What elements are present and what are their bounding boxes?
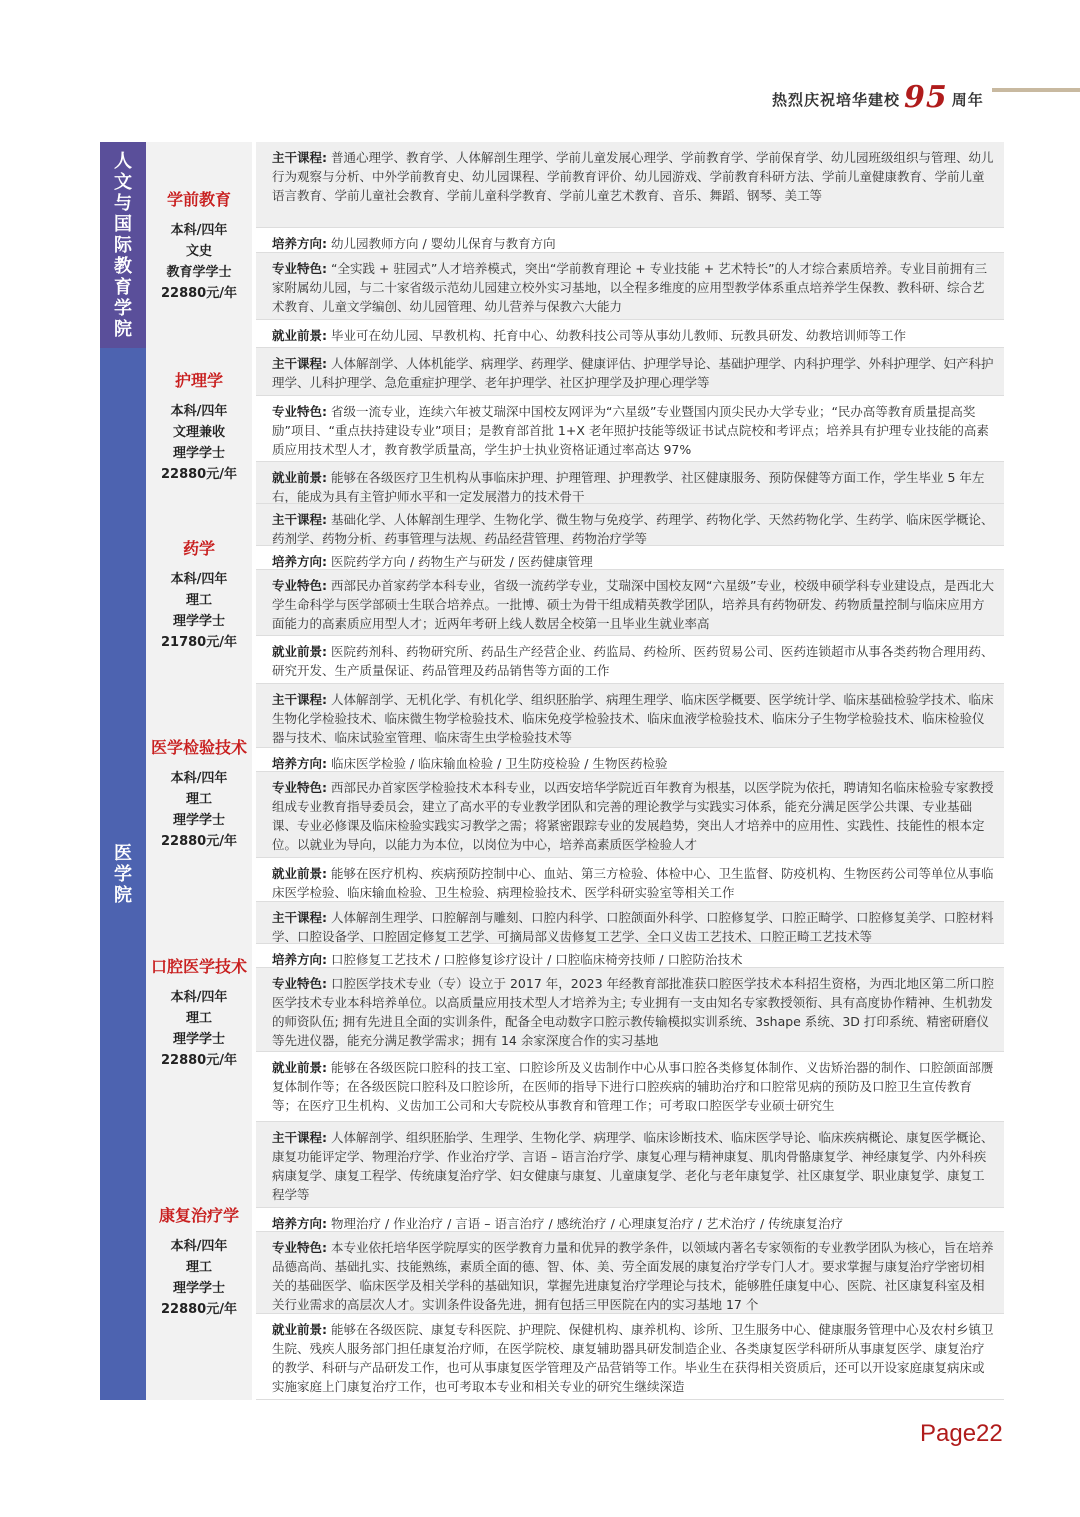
detail-text: 临床医学检验 / 临床输血检验 / 卫生防疫检验 / 生物医药检验: [330, 756, 668, 771]
detail-label: 就业前景:: [272, 1322, 327, 1337]
major-details: [256, 348, 1004, 504]
detail-label: 就业前景:: [272, 866, 327, 881]
detail-row: [256, 570, 1004, 636]
major-info-line: 本科/四年: [170, 222, 228, 238]
detail-row: [256, 1232, 1004, 1314]
page-header: [0, 72, 1080, 115]
major-cell: [146, 504, 252, 686]
anniversary-banner: [772, 78, 984, 113]
detail-row: [256, 748, 1004, 772]
header-decor-line: [992, 88, 1080, 92]
major-info-line: 理工: [185, 791, 212, 807]
major-info-line: 本科/四年: [170, 403, 228, 419]
detail-label: 专业特色:: [272, 261, 327, 276]
major-info-line: 理学学士: [172, 613, 225, 629]
detail-label: 主干课程:: [272, 150, 327, 165]
detail-row: [256, 504, 1004, 546]
banner-text-pre: 热烈庆祝培华建校: [772, 91, 901, 109]
detail-text: 能够在各级医院口腔科的技工室、口腔诊所及义齿制作中心从事口腔各类修复体制作、义齿矫治器的制作、口腔颌面部赝复体制作等；在各级医院口腔科及口腔诊所，在医师的指导下进行口腔疾病的辅助治疗和口腔常见病的预防及口腔卫生宣传教育等；在医疗卫生机构、义齿加工公司和大专院校从事教育和管理工作；可考取口腔医学专业硕士研究生: [272, 1060, 994, 1113]
detail-label: 主干课程:: [272, 692, 327, 707]
detail-label: 专业特色:: [272, 1240, 327, 1255]
major-info-line: 本科/四年: [170, 1238, 228, 1254]
detail-label: 培养方向:: [272, 756, 327, 771]
detail-text: 人体解剖学、人体机能学、病理学、药理学、健康评估、护理学导论、基础护理学、内科护理学、外科护理学、妇产科护理学、儿科护理学、急危重症护理学、老年护理学、社区护理学及护理心理学等: [272, 356, 994, 390]
major-name: 口腔医学技术: [150, 956, 247, 976]
major-info-line: 22880元/年: [161, 285, 237, 301]
detail-text: 医院药学方向 / 药物生产与研发 / 医药健康管理: [330, 554, 593, 569]
major-info-line: 本科/四年: [170, 989, 228, 1005]
detail-row: [256, 546, 1004, 570]
detail-row: [256, 684, 1004, 748]
major-cell: [146, 1122, 252, 1402]
detail-label: 主干课程:: [272, 1130, 327, 1145]
detail-text: 医院药剂科、药物研究所、药品生产经营企业、药监局、药检所、医药贸易公司、医药连锁超市从事各类药物合理用药、研究开发、生产质量保证、药品管理及药品销售等方面的工作: [272, 644, 994, 678]
detail-text: 能够在各级医院、康复专科医院、护理院、保健机构、康养机构、诊所、卫生服务中心、健康服务管理中心及农村乡镇卫生院、残疾人服务部门担任康复治疗师，在医学院校、康复辅助器具研发制造企业、各类康复医学科研所从事康复医学、康复治疗的教学、科研与产品研发工作，也可从事康复医学管理及产品营销等工作。毕业生在获得相关资质后，还可以开设家庭康复病床或实施家庭上门康复治疗工作，也可考取本专业和相关专业的研究生继续深造: [272, 1322, 994, 1394]
detail-row: [256, 902, 1004, 944]
major-details: [256, 1122, 1004, 1400]
page-number: Page22: [920, 1420, 1003, 1447]
detail-text: 人体解剖学、组织胚胎学、生理学、生物化学、病理学、临床诊断技术、临床医学导论、临床疾病概论、康复医学概论、康复功能评定学、物理治疗学、作业治疗学、言语 – 语言治疗学、康复心理与精神康复、肌肉骨骼康复学、神经康复学、内外科疾病康复学、康复工程学、传统康复治疗学、妇女健康与康复、儿童康复学、老化与老年康复学、社区康复学、职业康复学、康复工程学等: [272, 1130, 994, 1202]
detail-label: 主干课程:: [272, 512, 327, 527]
major-info: [161, 569, 237, 653]
major-info: [161, 987, 237, 1071]
major-info-line: 文理兼收: [172, 424, 225, 440]
major-info-line: 22880元/年: [161, 466, 237, 482]
detail-text: 口腔医学技术专业（专）设立于 2017 年，2023 年经教育部批准获口腔医学技术本科招生资格，为西北地区第二所口腔医学技术专业本科培养单位。以高质量应用技术型人才培养为主; 专业拥有一支由知名专家教授领衔、具有高度协作精神、生机勃发的师资队伍; 拥有先进且全面的实训条件，配备全电动数字口腔示教传输模拟实训系统、3shape 系统、3D 打印系统、精密研磨仪等先进仪器，能充分满足教学需求；拥有 14 余家深度合作的实习基地: [272, 976, 995, 1048]
major-details: [256, 504, 1004, 684]
major-details: [256, 142, 1004, 348]
detail-text: 能够在医疗机构、疾病预防控制中心、血站、第三方检验、体检中心、卫生监督、防疫机构、生物医药公司等单位从事临床医学检验、临床输血检验、卫生检验、病理检验技术、医学科研实验室等相关工作: [272, 866, 994, 900]
major-info-line: 22880元/年: [161, 1052, 237, 1068]
major-info-line: 本科/四年: [170, 770, 228, 786]
detail-row: [256, 1052, 1004, 1122]
major-info-line: 理学学士: [172, 812, 225, 828]
detail-text: 普通心理学、教育学、人体解剖生理学、学前儿童发展心理学、学前教育学、学前保育学、幼儿园班级组织与管理、幼儿行为观察与分析、中外学前教育史、幼儿园课程、学前教育评价、幼儿园游戏、学前教育科研方法、学前儿童健康教育、学前儿童语言教育、学前儿童社会教育、学前儿童科学教育、学前儿童艺术教育、音乐、舞蹈、钢琴、美工等: [272, 150, 994, 203]
detail-label: 培养方向:: [272, 236, 327, 251]
detail-row: [256, 320, 1004, 348]
detail-text: 能够在各级医疗卫生机构从事临床护理、护理管理、护理教学、社区健康服务、预防保健等方面工作，学生毕业 5 年左右，能成为具有主管护师水平和一定发展潜力的技术骨干: [272, 470, 985, 504]
detail-label: 专业特色:: [272, 404, 327, 419]
detail-label: 就业前景:: [272, 328, 327, 343]
major-info-line: 教育学学士: [166, 264, 232, 280]
detail-row: [256, 142, 1004, 228]
major-cell: [146, 142, 252, 350]
detail-row: [256, 636, 1004, 684]
detail-label: 专业特色:: [272, 578, 327, 593]
detail-text: 幼儿园教师方向 / 婴幼儿保育与教育方向: [330, 236, 556, 251]
detail-label: 主干课程:: [272, 910, 327, 925]
major-info-line: 理学学士: [172, 445, 225, 461]
detail-row: [256, 348, 1004, 396]
detail-row: [256, 1314, 1004, 1400]
college-name: 医学院: [114, 842, 132, 906]
detail-label: 专业特色:: [272, 780, 327, 795]
major-info-line: 21780元/年: [161, 634, 237, 650]
major-details: [256, 684, 1004, 902]
detail-row: [256, 1208, 1004, 1232]
college-humanities: [100, 142, 146, 348]
detail-row: [256, 858, 1004, 902]
major-info-line: 文史: [185, 243, 212, 259]
major-details: [256, 902, 1004, 1122]
college-medicine: [100, 348, 146, 1400]
major-info: [161, 1236, 237, 1320]
detail-label: 就业前景:: [272, 644, 327, 659]
major-info: [161, 401, 237, 485]
detail-text: 省级一流专业，连续六年被艾瑞深中国校友网评为“六星级”专业暨国内顶尖民办大学专业；“民办高等教育质量提高奖励”项目、“重点扶持建设专业”项目；是教育部首批 1+X 老年照护技能等级证书试点院校和考评点；培养具有护理专业技能的高素质应用技术型人才，教育教学质量高，学生护士执业资格证通过率高达 97%: [272, 404, 989, 457]
major-cell: [146, 902, 252, 1124]
major-name: 医学检验技术: [150, 737, 247, 757]
detail-text: 物理治疗 / 作业治疗 / 言语 – 语言治疗 / 感统治疗 / 心理康复治疗 / 艺术治疗 / 传统康复治疗: [330, 1216, 844, 1231]
major-info: [161, 220, 237, 304]
banner-text-post: 周年: [951, 91, 984, 109]
major-info-line: 22880元/年: [161, 1301, 237, 1317]
detail-row: [256, 772, 1004, 858]
major-info-line: 理工: [185, 1259, 212, 1275]
major-name: 护理学: [174, 370, 223, 390]
detail-row: [256, 944, 1004, 968]
detail-label: 就业前景:: [272, 1060, 327, 1075]
detail-row: [256, 228, 1004, 253]
detail-text: 人体解剖学、无机化学、有机化学、组织胚胎学、病理生理学、临床医学概要、医学统计学、临床基础检验学技术、临床生物化学检验技术、临床微生物学检验技术、临床免疫学检验技术、临床血液学检验技术、临床分子生物学检验技术、临床检验仪器与技术、临床试验室管理、临床寄生虫学检验技术等: [272, 692, 994, 745]
detail-row: [256, 396, 1004, 462]
detail-row: [256, 968, 1004, 1052]
detail-label: 培养方向:: [272, 952, 327, 967]
detail-text: 基础化学、人体解剖生理学、生物化学、微生物与免疫学、药理学、药物化学、天然药物化学、生药学、临床医学概论、药剂学、药物分析、药事管理与法规、药品经营管理、药物治疗学等: [272, 512, 994, 546]
major-info-line: 本科/四年: [170, 571, 228, 587]
detail-text: 本专业依托培华医学院厚实的医学教育力量和优异的教学条件，以领域内著名专家领衔的专业教学团队为核心，旨在培养品德高尚、基础扎实、技能熟练，素质全面的德、智、体、美、劳全面发展的康复治疗学专门人才。要求掌握与康复治疗学密切相关的基础医学、临床医学及相关学科的基础知识，掌握先进康复治疗学理论与技术，能够胜任康复中心、医院、社区康复科室及相关行业需求的高层次人才。实训条件设备先进，拥有包括三甲医院在内的实习基地 17 个: [272, 1240, 994, 1312]
detail-label: 就业前景:: [272, 470, 327, 485]
detail-label: 专业特色:: [272, 976, 327, 991]
major-name: 药学: [182, 538, 215, 558]
detail-row: [256, 1122, 1004, 1208]
detail-text: 口腔修复工艺技术 / 口腔修复诊疗设计 / 口腔临床椅旁技师 / 口腔防治技术: [330, 952, 743, 967]
detail-label: 培养方向:: [272, 554, 327, 569]
detail-row: [256, 462, 1004, 504]
major-cell: [146, 348, 252, 506]
detail-text: “全实践 + 驻园式”人才培养模式，突出“学前教育理论 + 专业技能 + 艺术特长”的人才综合素质培养。专业目前拥有三家附属幼儿园，与二十家省级示范幼儿园建立校外实习基地，以全程多维度的应用型教学体系重点培养学生保教、教科研、综合艺术教育、儿童文学编创、幼儿园管理、幼儿营养与保教六大能力: [272, 261, 988, 314]
major-info-line: 理学学士: [172, 1280, 225, 1296]
major-name: 学前教育: [166, 189, 231, 209]
major-info-line: 理工: [185, 1010, 212, 1026]
detail-label: 主干课程:: [272, 356, 327, 371]
major-cell: [146, 684, 252, 904]
major-name: 康复治疗学: [158, 1205, 239, 1225]
detail-text: 毕业可在幼儿园、早教机构、托育中心、幼教科技公司等从事幼儿教师、玩教具研发、幼教培训师等工作: [330, 328, 906, 343]
major-info-line: 理学学士: [172, 1031, 225, 1047]
detail-text: 西部民办首家医学检验技术本科专业，以西安培华学院近百年教育为根基，以医学院为依托，聘请知名临床检验专家教授组成专业教育指导委员会，建立了高水平的专业教学团队和完善的理论教学与实践实习体系，能充分满足医学公共课、专业基础课、专业必修课及临床检验实践实习教学之需；将紧密跟踪专业的发展趋势，突出人才培养中的应用性、实践性、技能性的根本定位。以就业为导向，以能力为本位，以岗位为中心，培养高素质医学检验人才: [272, 780, 994, 852]
detail-label: 培养方向:: [272, 1216, 327, 1231]
major-info: [161, 768, 237, 852]
detail-row: [256, 253, 1004, 320]
college-name: 人文与国际教育学院: [114, 150, 132, 340]
major-info-line: 理工: [185, 592, 212, 608]
major-info-line: 22880元/年: [161, 833, 237, 849]
detail-text: 人体解剖生理学、口腔解剖与雕刻、口腔内科学、口腔颌面外科学、口腔修复学、口腔正畸学、口腔修复美学、口腔材料学、口腔设备学、口腔固定修复工艺学、可摘局部义齿修复工艺学、全口义齿工艺技术、口腔正畸工艺技术等: [272, 910, 994, 944]
detail-text: 西部民办首家药学本科专业，省级一流药学专业，艾瑞深中国校友网“六星级”专业，校级申硕学科专业建设点，是西北大学生命科学与医学部硕士生联合培养点。一批博、硕士为骨干组成精英教学团队，培养具有药物研发、药物质量控制与临床应用方面能力的高素质应用型人才；近两年考研上线人数居全校第一且毕业生就业率高: [272, 578, 994, 631]
banner-number: 95: [904, 80, 948, 115]
